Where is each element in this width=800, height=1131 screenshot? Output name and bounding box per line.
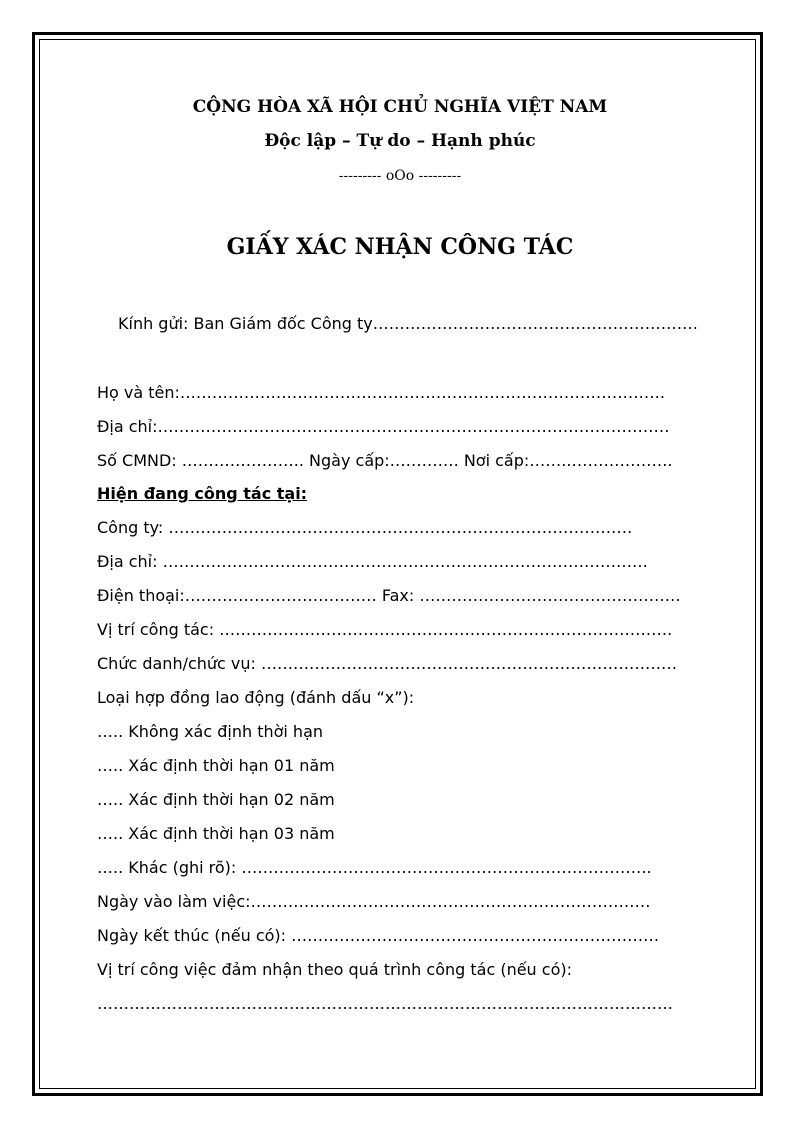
- position-field: Vị trí công tác: ………………………………………………………………………….: [97, 620, 673, 639]
- contract-option: ….. Không xác định thời hạn: [97, 722, 324, 741]
- end-date-field: Ngày kết thúc (nếu có): ……………………………………………………………: [97, 926, 660, 945]
- separator: --------- oOo ---------: [338, 168, 462, 184]
- id-card-field: Số CMND: ………………….. Ngày cấp:…………. Nơi cấp:……..……………….: [97, 451, 673, 470]
- country-header: CỘNG HÒA XÃ HỘI CHỦ NGHĨA VIỆT NAM: [192, 97, 608, 117]
- motto: Độc lập – Tự do – Hạnh phúc: [264, 131, 536, 151]
- work-history-blank: ………………………………………………………………………………………………: [97, 994, 673, 1013]
- contract-type-label: Loại hợp đồng lao động (đánh dấu “x”):: [97, 688, 415, 707]
- contract-option: ….. Xác định thời hạn 03 năm: [97, 824, 335, 843]
- job-title-field: Chức danh/chức vụ: ……………………………………………………………………: [97, 654, 678, 673]
- document-title: GIẤY XÁC NHẬN CÔNG TÁC: [226, 234, 574, 260]
- company-address-field: Địa chỉ: ……………………………………………………………………………….: [97, 552, 648, 571]
- recipient-line: Kính gửi: Ban Giám đốc Công ty…………………………………………………….: [118, 314, 698, 333]
- work-history-label: Vị trí công việc đảm nhận theo quá trình công tác (nếu có):: [97, 960, 572, 979]
- phone-fax-field: Điện thoại:……………………………… Fax: ………………………………………….: [97, 586, 681, 605]
- address-field: Địa chỉ:……………………………………………………………………………………: [97, 417, 670, 436]
- contract-option: ….. Xác định thời hạn 02 năm: [97, 790, 335, 809]
- start-date-field: Ngày vào làm việc:…………………………………………………………………: [97, 892, 651, 911]
- work-section-heading: Hiện đang công tác tại:: [97, 484, 308, 503]
- company-field: Công ty: ……………………………………………………………………………: [97, 518, 633, 537]
- contract-option: ….. Xác định thời hạn 01 năm: [97, 756, 335, 775]
- contract-option-other: ….. Khác (ghi rõ): …………………………………………………………………..: [97, 858, 652, 877]
- name-field: Họ và tên:……………………………………………………………………………….: [97, 383, 665, 402]
